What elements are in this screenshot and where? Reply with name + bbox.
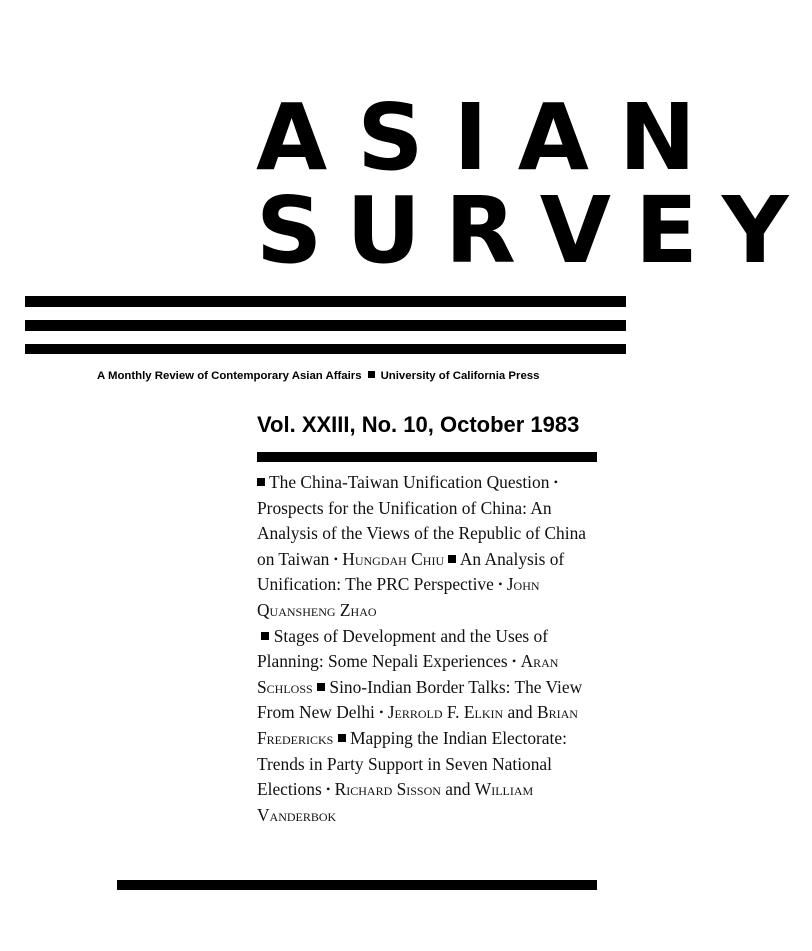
dot-separator-icon: • xyxy=(379,705,384,720)
dot-separator-icon: • xyxy=(512,654,517,669)
square-bullet-icon xyxy=(317,683,325,691)
article-author: John Quansheng Zhao xyxy=(257,574,540,620)
article-author: Hungdah Chiu xyxy=(342,548,445,569)
article-title: Stages of Development and the Uses of Planning: Some Nepali Experiences xyxy=(257,625,549,672)
square-bullet-icon xyxy=(338,734,346,742)
article-title: Sino-Indian Border Talks: The View From New Delhi xyxy=(257,676,583,723)
tagline-publisher: University of California Press xyxy=(380,370,540,382)
article-author: Richard Sisson xyxy=(334,779,441,800)
square-bullet-icon xyxy=(368,371,375,378)
contents-block-1 xyxy=(257,470,607,624)
issue-line: Vol. XXIII, No. 10, October 1983 xyxy=(257,412,580,437)
tagline-description: A Monthly Review of Contemporary Asian Affairs xyxy=(97,370,362,382)
issue-rule xyxy=(257,452,597,462)
square-bullet-icon xyxy=(448,555,456,563)
journal-title-line-1: ASIAN xyxy=(256,84,726,191)
square-bullet-icon xyxy=(257,478,265,486)
dot-separator-icon: • xyxy=(333,551,338,566)
tagline xyxy=(97,370,617,382)
article-title: Mapping the Indian Electorate: Trends in Party Support in Seven National Elections xyxy=(257,727,567,800)
article-author: William Vanderbok xyxy=(257,779,534,825)
article-subtitle: Prospects for the Unification of China: An Analysis of the Views of the Republic of China on Taiwan xyxy=(257,497,587,569)
article-title: The China-Taiwan Unification Question xyxy=(269,472,550,492)
contents-block-2 xyxy=(257,624,607,829)
author-conjunction: and xyxy=(445,779,471,800)
article-title: An Analysis of Unification: The PRC Perspective xyxy=(257,548,565,595)
article-author: Jerrold F. Elkin xyxy=(387,702,504,723)
masthead-rule-1 xyxy=(25,296,626,307)
author-conjunction: and xyxy=(507,702,533,723)
journal-title-line-2: SURVEY xyxy=(256,177,812,284)
masthead-rule-2 xyxy=(25,320,626,331)
table-of-contents xyxy=(257,470,607,828)
square-bullet-icon xyxy=(261,632,269,640)
article-author: Aran Schloss xyxy=(257,651,559,697)
masthead-rule-3 xyxy=(25,344,626,354)
article-author: Brian Fredericks xyxy=(257,702,578,748)
dot-separator-icon: • xyxy=(553,475,558,489)
bottom-rule xyxy=(117,880,597,890)
dot-separator-icon: • xyxy=(498,577,503,592)
dot-separator-icon: • xyxy=(326,782,331,797)
